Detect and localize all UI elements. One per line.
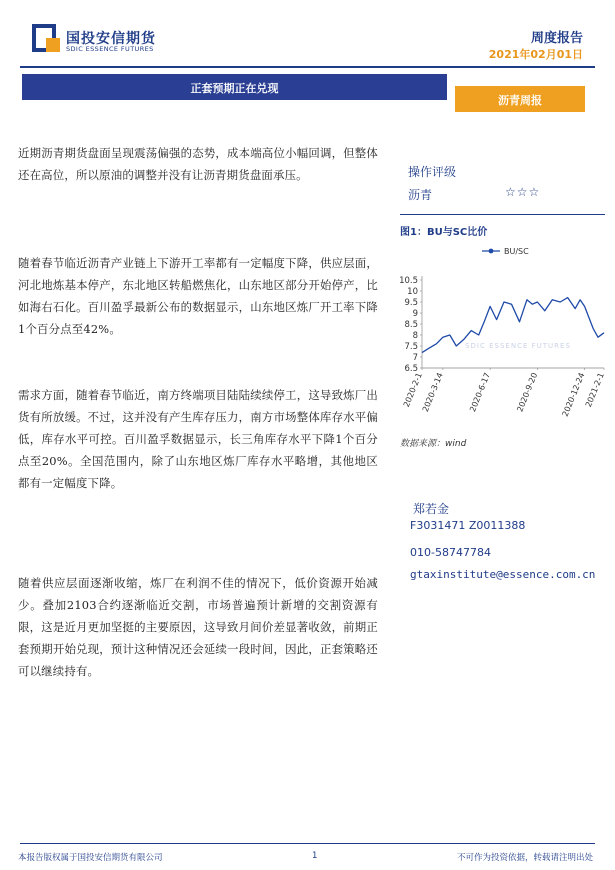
footer-rule (20, 843, 595, 844)
bu-sc-ratio-chart (398, 240, 610, 422)
report-title: 正套预期正在兑现 (190, 82, 279, 95)
author-phone: 010-58747784 (410, 546, 491, 559)
legend-label: BU/SC (504, 247, 529, 256)
rating-item: 沥青 (408, 188, 433, 202)
report-date: 2021年02月01日 (488, 48, 583, 61)
figure-title: 图1：BU与SC比价 (400, 227, 488, 238)
author-name: 郑若金 (413, 502, 450, 516)
body-paragraph-2: 随着春节临近沥青产业链上下游开工率都有一定幅度下降，供应层面，河北地炼基本停产，东北地区转船燃焦化，山东地区部分开始停产，比如海右石化。百川盈孚最新公布的数据显示，山东地区炼厂开工率下降1个百分点至42%。 (18, 256, 378, 336)
y-tick-label: 7 (412, 353, 418, 363)
figure-source: 数据来源：wind (400, 439, 467, 449)
x-tick-label: 2020-9-20 (515, 371, 540, 414)
footer-copyright: 本报告版权属于国投安信期货有限公司 (18, 853, 163, 863)
x-tick-label: 2020-3-14 (420, 371, 445, 414)
y-tick-label: 9.5 (404, 298, 418, 308)
y-tick-label: 7.5 (404, 342, 418, 352)
legend-marker (489, 249, 494, 254)
author-license: F3031471 Z0011388 (410, 519, 526, 532)
sidebar-rule (400, 214, 605, 215)
header-rule (20, 66, 595, 68)
rating-label: 操作评级 (408, 165, 457, 179)
report-type: 周度报告 (530, 31, 583, 46)
watermark-text: SDIC ESSENCE FUTURES (465, 342, 571, 350)
logo-name-en: SDIC ESSENCE FUTURES (66, 45, 154, 53)
body-paragraph-4: 随着供应层面逐渐收缩，炼厂在利润不佳的情况下，低价资源开始减少。叠加2103合约逐渐临近交割，市场普遍预计新增的交割资源有限，这是近月更加坚挺的主要原因，这导致月间价差显著收敛，前期正套预期开始兑现，预计这种情况还会延续一段时间，因此，正套策略还可以继续持有。 (18, 576, 378, 678)
y-tick-label: 8.5 (404, 320, 418, 330)
body-paragraph-1: 近期沥青期货盘面呈现震荡偏强的态势，成本端高位小幅回调，但整体还在高位，所以原油的调整并没有让沥青期货盘面承压。 (18, 146, 378, 182)
x-tick-label: 2021-2-1 (583, 371, 606, 409)
y-tick-label: 8 (412, 331, 418, 341)
page-number: 1 (312, 851, 318, 861)
x-tick-label: 2020-6-17 (468, 371, 492, 414)
rating-stars-icon: ☆☆☆ (505, 185, 541, 199)
author-email: gtaxinstitute@essence.com.cn (410, 568, 596, 581)
logo-name-cn: 国投安信期货 (66, 31, 156, 47)
y-tick-label: 9 (412, 309, 418, 319)
y-tick-label: 10 (407, 287, 418, 297)
report-tag: 沥青周报 (498, 94, 542, 107)
footer-disclaimer: 不可作为投资依据，转载请注明出处 (456, 853, 593, 863)
y-tick-label: 6.5 (404, 364, 418, 374)
y-tick-label: 10.5 (399, 276, 418, 286)
title-band (22, 74, 447, 100)
body-paragraph-3: 需求方面，随着春节临近，南方终端项目陆陆续续停工，这导致炼厂出货有所放缓。不过，这并没有产生库存压力，南方市场整体库存水平偏低，库存水平可控。百川盈孚数据显示，长三角库存水平下降1个百分点至20%。全国范围内，除了山东地区炼厂库存水平略增，其他地区都有一定幅度下降。 (18, 388, 378, 490)
tag-band (455, 86, 585, 112)
x-tick-label: 2020-12-24 (560, 371, 587, 418)
x-tick-label: 2020-2-1 (401, 371, 424, 409)
